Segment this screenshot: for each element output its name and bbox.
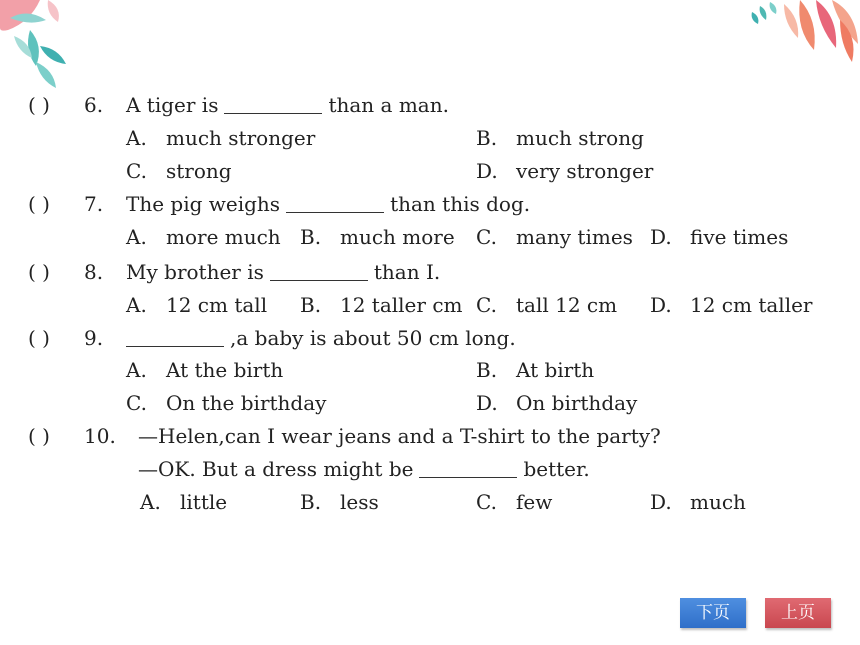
dialogue-line-2: —OK. But a dress might be better. bbox=[138, 457, 590, 481]
option-a[interactable]: A. 12 cm tall bbox=[126, 293, 268, 317]
next-page-button[interactable]: 下页 bbox=[680, 598, 746, 628]
option-c[interactable]: C. strong bbox=[126, 159, 232, 183]
option-b[interactable]: B. much more bbox=[300, 225, 455, 249]
answer-parenthesis[interactable]: ( ) bbox=[28, 192, 50, 216]
option-d[interactable]: D. very stronger bbox=[476, 159, 654, 183]
option-b[interactable]: B. much strong bbox=[476, 126, 644, 150]
option-a[interactable]: A. little bbox=[140, 490, 228, 514]
option-c[interactable]: C. many times bbox=[476, 225, 633, 249]
option-c[interactable]: C. tall 12 cm bbox=[476, 293, 618, 317]
option-a[interactable]: A. much stronger bbox=[126, 126, 316, 150]
option-c[interactable]: C. On the birthday bbox=[126, 391, 327, 415]
answer-parenthesis[interactable]: ( ) bbox=[28, 326, 50, 350]
answer-parenthesis[interactable]: ( ) bbox=[28, 260, 50, 284]
answer-blank[interactable] bbox=[419, 457, 517, 478]
question-stem: My brother is than I. bbox=[126, 260, 441, 284]
dialogue-line-1: —Helen,can I wear jeans and a T-shirt to the party? bbox=[138, 424, 661, 448]
option-d[interactable]: D. 12 cm taller bbox=[650, 293, 813, 317]
option-b[interactable]: B. At birth bbox=[476, 358, 595, 382]
question-stem: A tiger is than a man. bbox=[126, 93, 449, 117]
answer-blank[interactable] bbox=[286, 192, 384, 213]
option-b[interactable]: B. less bbox=[300, 490, 379, 514]
option-a[interactable]: A. more much bbox=[126, 225, 281, 249]
question-number: 7. bbox=[84, 192, 104, 216]
answer-blank[interactable] bbox=[270, 260, 368, 281]
leaf-decoration-left bbox=[0, 0, 90, 95]
previous-page-button[interactable]: 上页 bbox=[765, 598, 831, 628]
question-number: 10. bbox=[84, 424, 116, 448]
option-d[interactable]: D. On birthday bbox=[476, 391, 638, 415]
option-b[interactable]: B. 12 taller cm bbox=[300, 293, 463, 317]
leaf-decoration-right bbox=[740, 0, 860, 75]
question-number: 6. bbox=[84, 93, 104, 117]
answer-parenthesis[interactable]: ( ) bbox=[28, 424, 50, 448]
answer-blank[interactable] bbox=[126, 326, 224, 347]
question-number: 8. bbox=[84, 260, 104, 284]
option-c[interactable]: C. few bbox=[476, 490, 553, 514]
answer-blank[interactable] bbox=[224, 93, 322, 114]
option-d[interactable]: D. much bbox=[650, 490, 746, 514]
option-a[interactable]: A. At the birth bbox=[126, 358, 284, 382]
question-stem: The pig weighs than this dog. bbox=[126, 192, 531, 216]
question-stem: ,a baby is about 50 cm long. bbox=[126, 326, 516, 350]
answer-parenthesis[interactable]: ( ) bbox=[28, 93, 50, 117]
option-d[interactable]: D. five times bbox=[650, 225, 789, 249]
question-number: 9. bbox=[84, 326, 104, 350]
